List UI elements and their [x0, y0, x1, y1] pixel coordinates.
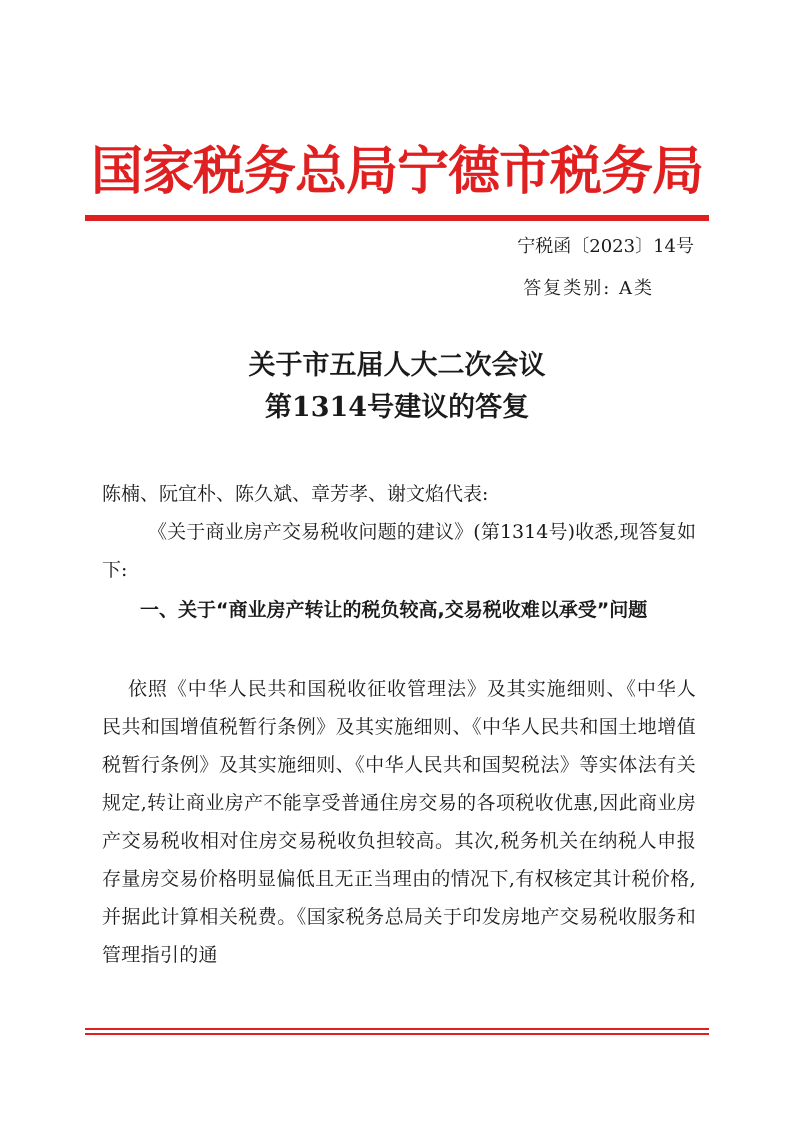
header-red-rule — [85, 215, 709, 221]
document-title-line-2: 第1314号建议的答复 — [264, 392, 530, 423]
document-number: 宁税函〔2023〕14号 — [517, 236, 694, 257]
body-paragraph-1: 依照《中华人民共和国税收征收管理法》及其实施细则、《中华人民共和国增值税暂行条例》及其实施细则、《中华人民共和国土地增值税暂行条例》及其实施细则、《中华人民共和国契税法》等实体法有关规定,转让商业房产不能享受普通住房交易的各项税收优惠,因此商业房产交易税收相对住房交易税收负担较高。其次,税务机关在纳税人申报存量房交易价格明显偏低且无正当理由的情况下,有权核定其计税价格,并据此计算相关税费。《国家税务总局关于印发房地产交易税收服务和管理指引的通 — [102, 678, 696, 966]
footer-red-rule-2 — [85, 1033, 709, 1035]
salutation: 陈楠、阮宜朴、陈久斌、章芳孝、谢文焰代表: — [102, 483, 489, 505]
section-heading-1: 一、关于“商业房产转让的税负较高,交易税收难以承受”问题 — [140, 599, 648, 621]
footer-red-rule-1 — [85, 1028, 709, 1030]
document-title-line-1: 关于市五届人大二次会议 — [248, 350, 546, 381]
issuing-authority-title: 国家税务总局宁德市税务局 — [90, 142, 703, 202]
reply-category: 答复类别: A类 — [523, 278, 654, 299]
opening-paragraph: 《关于商业房产交易税收问题的建议》(第1314号)收悉,现答复如下: — [102, 521, 696, 581]
